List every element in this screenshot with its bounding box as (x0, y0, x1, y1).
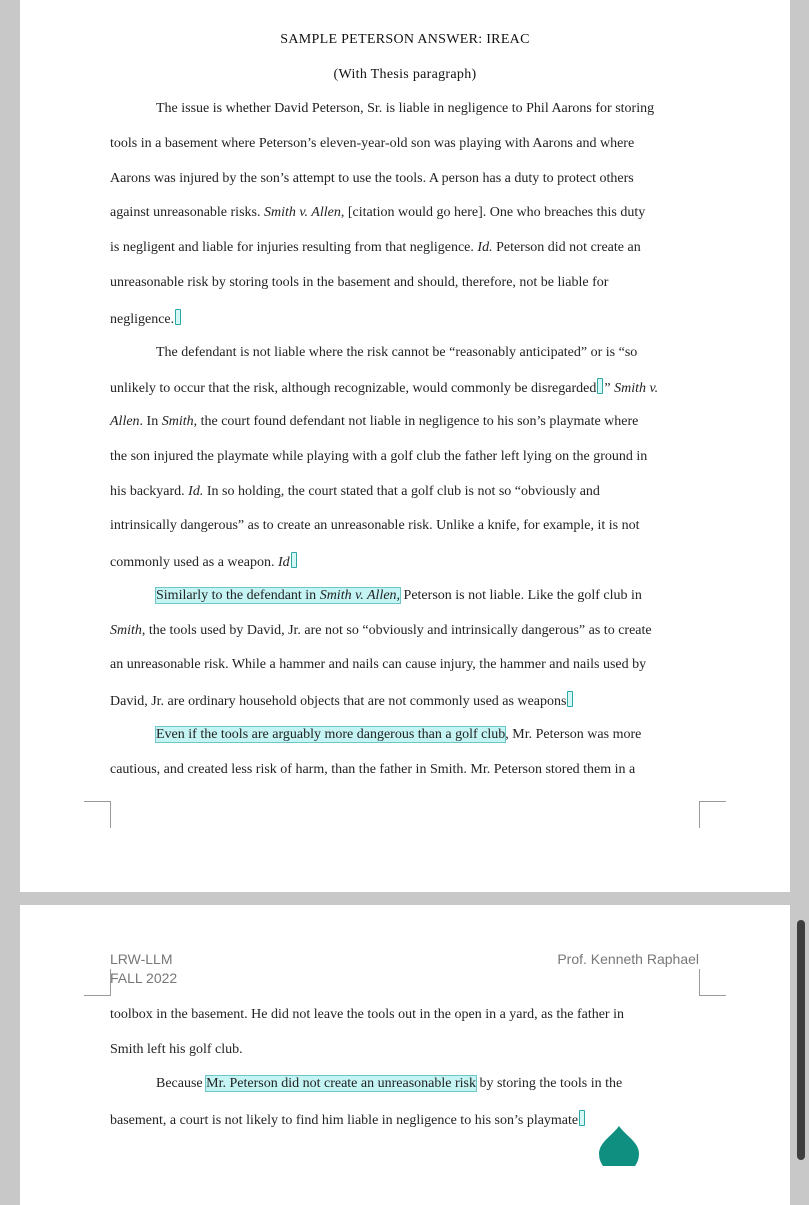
margin-corner-mark (699, 801, 726, 828)
text-line[interactable]: basement, a court is not likely to find him liable in negligence to his son’s playmate (110, 1110, 586, 1130)
text-line[interactable]: tools in a basement where Peterson’s eleven-year-old son was playing with Aarons and where (110, 136, 635, 151)
text-line[interactable]: The defendant is not liable where the risk cannot be “reasonably anticipated” or is “so (156, 345, 638, 360)
document-page-1[interactable] (20, 0, 790, 892)
document-subtitle: (With Thesis paragraph) (333, 67, 477, 82)
case-citation: Smith v. (614, 381, 659, 396)
text-line[interactable]: unreasonable risk by storing tools in the basement and should, therefore, not be liable for (110, 275, 609, 290)
text-line[interactable]: an unreasonable risk. While a hammer and nails can cause injury, the hammer and nails used by (110, 657, 647, 672)
text-line[interactable]: Aarons was injured by the son’s attempt to use the tools. A person has a duty to protect others (110, 171, 634, 186)
text-line[interactable]: Even if the tools are arguably more dangerous than a golf club, Mr. Peterson was more (156, 727, 642, 742)
header-professor: Prof. Kenneth Raphael (557, 951, 699, 967)
text-line[interactable]: The issue is whether David Peterson, Sr. is liable in negligence to Phil Aarons for storing (156, 101, 655, 116)
header-course: LRW-LLM (110, 951, 173, 967)
text-line[interactable]: Similarly to the defendant in Smith v. Allen, Peterson is not liable. Like the golf club in (156, 588, 642, 603)
case-citation: Smith (161, 414, 194, 429)
vertical-scrollbar[interactable] (797, 920, 805, 1160)
comment-marker[interactable] (567, 691, 573, 707)
margin-corner-mark (84, 801, 111, 828)
text-line[interactable]: cautious, and created less risk of harm, than the father in Smith. Mr. Peterson stored them in a (110, 762, 636, 777)
text-line[interactable]: Smith left his golf club. (110, 1042, 243, 1057)
text-line[interactable]: Allen. In Smith, the court found defendant not liable in negligence to his son’s playmate where (110, 414, 639, 429)
comment-marker[interactable] (579, 1110, 585, 1126)
comment-marker[interactable] (175, 309, 181, 325)
text-line[interactable]: David, Jr. are ordinary household objects that are not commonly used as weapons (110, 691, 574, 711)
text-line[interactable]: unlikely to occur that the risk, although recognizable, would commonly be disregarded ” Smith v. (110, 378, 658, 398)
comment-marker[interactable] (597, 378, 603, 394)
margin-corner-mark (84, 969, 111, 996)
document-page-2[interactable] (20, 905, 790, 1205)
text-line[interactable]: intrinsically dangerous” as to create an unreasonable risk. Unlike a knife, for example, it is not (110, 518, 640, 533)
text-line[interactable]: is negligent and liable for injuries resulting from that negligence. Id. Peterson did not create an (110, 240, 641, 255)
text-line[interactable]: Because Mr. Peterson did not create an unreasonable risk by storing the tools in the (156, 1076, 623, 1091)
text-line[interactable]: Smith, the tools used by David, Jr. are not so “obviously and intrinsically dangerous” as to create (110, 623, 652, 638)
highlighted-text: Mr. Peterson did not create an unreasonable risk (206, 1076, 476, 1091)
case-citation: Allen (110, 414, 140, 429)
highlighted-text: Even if the tools are arguably more dangerous than a golf club (156, 727, 506, 742)
document-title: SAMPLE PETERSON ANSWER: IREAC (280, 32, 530, 47)
text-line[interactable]: toolbox in the basement. He did not leave the tools out in the open in a yard, as the father in (110, 1007, 624, 1022)
text-line[interactable]: against unreasonable risks. Smith v. Allen, [citation would go here]. One who breaches this duty (110, 205, 646, 220)
margin-corner-mark (699, 969, 726, 996)
id-citation: Id (277, 555, 290, 570)
header-term: FALL 2022 (110, 970, 178, 986)
text-line[interactable]: commonly used as a weapon. Id (110, 552, 298, 572)
highlighted-text: Similarly to the defendant in Smith v. Allen, (156, 588, 401, 603)
id-citation: Id. (188, 484, 204, 499)
text-line[interactable]: his backyard. Id. In so holding, the court stated that a golf club is not so “obviously and (110, 484, 600, 499)
id-citation: Id. (477, 240, 493, 255)
comment-marker[interactable] (291, 552, 297, 568)
text-line[interactable]: the son injured the playmate while playing with a golf club the father left lying on the ground in (110, 449, 648, 464)
case-citation: Smith v. Allen (263, 205, 341, 220)
case-citation: Smith (110, 623, 142, 638)
text-line[interactable]: negligence. (110, 309, 182, 329)
